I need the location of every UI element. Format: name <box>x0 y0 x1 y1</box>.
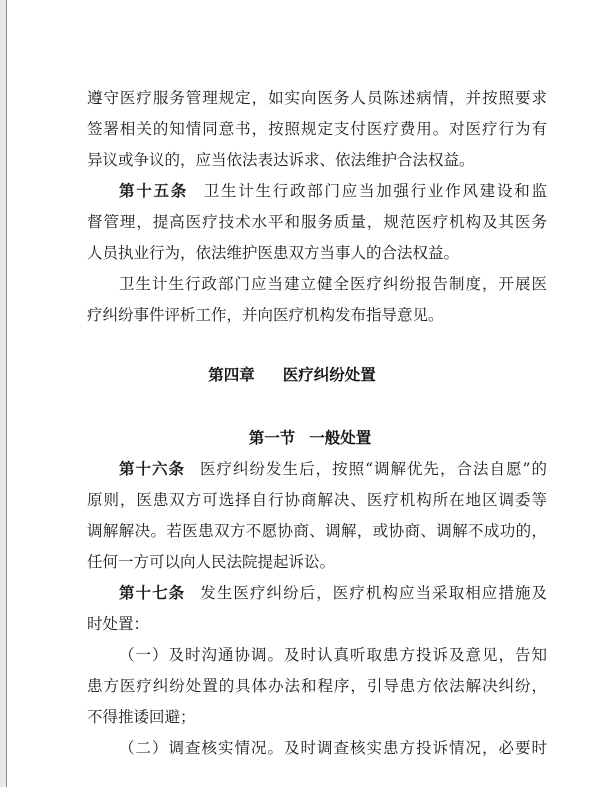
paragraph-line: 卫生计生行政部门应当建立健全医疗纠纷报告制度，开展医 <box>119 275 547 293</box>
article-label: 第十五条 <box>119 181 188 200</box>
chapter-title: 医疗纠纷处置 <box>282 365 376 384</box>
section-number: 第一节 <box>248 428 296 447</box>
section-title: 一般处置 <box>309 428 372 447</box>
paragraph-line: 督管理，提高医疗技术水平和服务质量，规范医疗机构及其医务 <box>87 213 547 231</box>
article-text: 医疗纠纷发生后，按照“调解优先，合法自愿”的 <box>199 460 547 478</box>
article-16-first-line <box>119 459 547 479</box>
paragraph-line: 遵守医疗服务管理规定，如实向医务人员陈述病情，并按照要求 <box>87 89 547 107</box>
chapter-heading <box>62 365 522 385</box>
paragraph-line: 签署相关的知情同意书，按照规定支付医疗费用。对医疗行为有 <box>87 120 547 138</box>
paragraph-line: 调解解决。若医患双方不愿协商、调解，或协商、调解不成功的， <box>87 522 547 540</box>
article-text: 发生医疗纠纷后，医疗机构应当采取相应措施及 <box>199 584 547 602</box>
paragraph-line: 疗纠纷事件评析工作，并向医疗机构发布指导意见。 <box>87 306 444 324</box>
article-text: 卫生计生行政部门应当加强行业作风建设和监 <box>202 182 547 200</box>
paragraph-line: 任何一方可以向人民法院提起诉讼。 <box>87 553 336 571</box>
list-item-line: （一）及时沟通协调。及时认真听取患方投诉及意见，告知 <box>119 646 547 664</box>
section-heading <box>80 428 540 448</box>
list-item-line: 患方医疗纠纷处置的具体办法和程序，引导患方依法解决纠纷， <box>87 677 547 695</box>
document-page <box>6 0 609 787</box>
article-17-first-line <box>119 583 547 603</box>
paragraph-line: 原则，医患双方可选择自行协商解决、医疗机构所在地区调委等 <box>87 491 547 509</box>
list-item-line: 不得推诿回避； <box>87 708 196 726</box>
paragraph-line: 人员执业行为，依法维护医患双方当事人的合法权益。 <box>87 244 460 262</box>
list-item-line: （二）调查核实情况。及时调查核实患方投诉情况，必要时 <box>119 739 547 757</box>
paragraph-line: 异议或争议的，应当依法表达诉求、依法维护合法权益。 <box>87 151 475 169</box>
paragraph-line: 时处置： <box>87 615 150 633</box>
article-label: 第十六条 <box>119 459 186 478</box>
article-label: 第十七条 <box>119 583 186 602</box>
article-15-first-line <box>119 181 547 201</box>
chapter-number: 第四章 <box>208 365 255 384</box>
